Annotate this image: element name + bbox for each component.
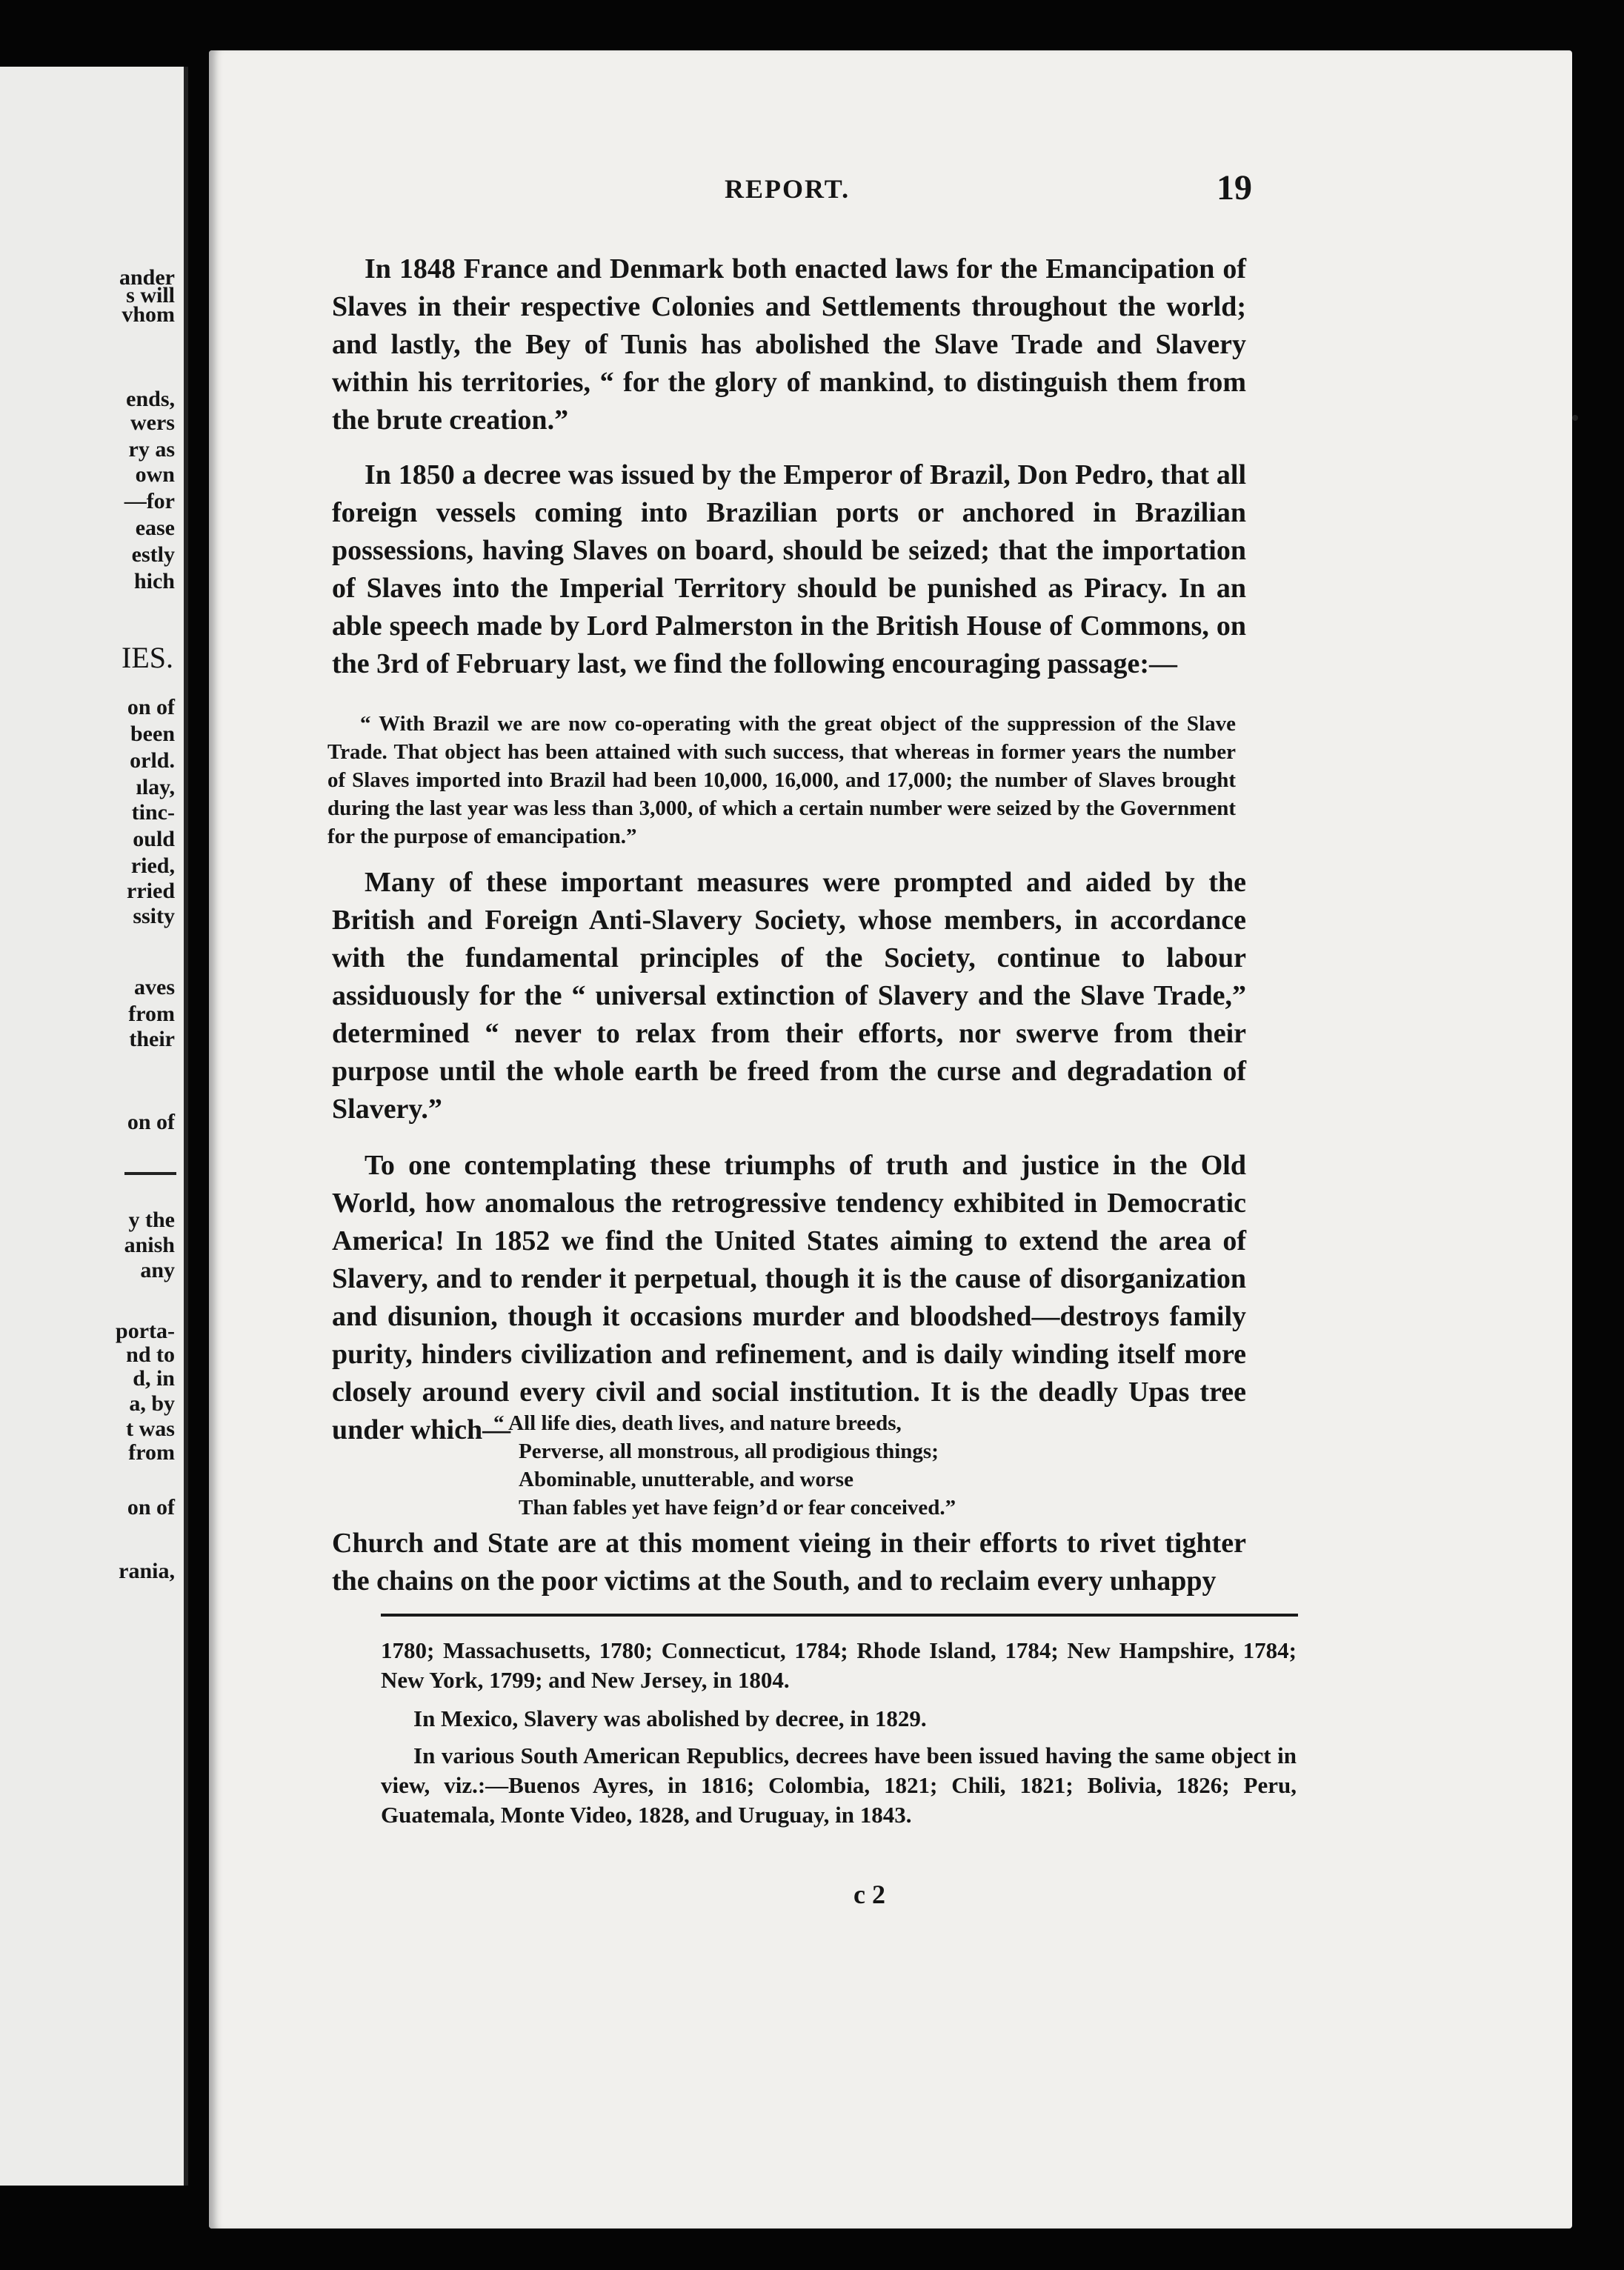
facing-page-text-fragment: own [135, 462, 175, 487]
facing-page-text-fragment: s will [126, 283, 175, 307]
facing-page-text-fragment: ander [119, 265, 175, 290]
facing-page-text-fragment: aves [134, 975, 175, 999]
facing-page-text-fragment: ry as [128, 437, 175, 462]
poem-line: “ All life dies, death lives, and nature breeds, [493, 1411, 902, 1435]
poem-line: Abominable, unutterable, and worse [519, 1468, 853, 1491]
quote-palmerston: “ With Brazil we are now co-operating with the great object of the suppression of the Slave Trade. That object has been attained with such success, that whereas in former years the number of Slaves imported into Brazil had been 10,000, 16,000, and 17,000; the number of Slaves brought during the last year was less than 3,000, of which a certain number were seized by the Government for the purpose of emancipation.” [327, 712, 1236, 848]
facing-page-text-fragment: rania, [119, 1559, 175, 1583]
paragraph-church-and-state: Church and State are at this moment vieing in their efforts to rivet tighter the chains on the poor victims at the South, and to reclaim every unhappy [332, 1528, 1246, 1597]
footnote-states: 1780; Massachusetts, 1780; Connecticut, 1784; Rhode Island, 1784; New Hampshire, 1784; New York, 1799; and New Jersey, in 1804. [381, 1637, 1297, 1693]
facing-page-text-fragment: vhom [122, 302, 175, 327]
facing-page-text-fragment: on of [127, 1495, 175, 1520]
facing-page-text-fragment: ried, [130, 853, 175, 878]
facing-page-text-fragment: ease [135, 516, 175, 540]
facing-page-text-fragment: ends, [126, 387, 175, 411]
facing-page-text-fragment: any [140, 1258, 175, 1282]
facing-page-text-fragment: wers [130, 410, 175, 435]
facing-page-text-fragment: d, in [133, 1366, 175, 1391]
paragraph-france-denmark: In 1848 France and Denmark both enacted laws for the Emancipation of Slaves in their respective Colonies and Settlements throughout the world; and lastly, the Bey of Tunis has abolished the Slave Trade and Slavery within his territories, “ for the glory of mankind, to distinguish them from the brute creation.” [332, 253, 1246, 436]
facing-page-fragment [0, 67, 188, 2186]
signature-mark: c 2 [853, 1880, 885, 1909]
paragraph-brazil-decree: In 1850 a decree was issued by the Emperor of Brazil, Don Pedro, that all foreign vessels coming into Brazilian ports or anchored in Brazilian possessions, having Slaves on board, should be seized; that the importation of Slaves into the Imperial Territory should be punished as Piracy. In an able speech made by Lord Palmerston in the British House of Commons, on the 3rd of February last, we find the following encouraging passage:— [332, 459, 1246, 679]
footnote-mexico: In Mexico, Slavery was abolished by decree, in 1829. [413, 1705, 927, 1731]
facing-page-text-fragment: on of [127, 1110, 175, 1134]
facing-page-text-fragment: tinc- [131, 800, 175, 825]
page-number: 19 [1217, 168, 1252, 207]
poem-line: Than fables yet have feign’d or fear conceived.” [519, 1496, 956, 1520]
paragraph-democratic-america: To one contemplating these triumphs of truth and justice in the Old World, how anomalous the retrogressive tendency exhibited in Democratic America! In 1852 we find the United States aiming to extend the area of Slavery, and to render it perpetual, though it is the cause of disorganization and disunion, though it occasions murder and bloodshed—destroys family purity, hinders civilization and refinement, and is daily winding itself more closely around every civil and social institution. It is the deadly Upas tree under which— [332, 1150, 1246, 1445]
facing-page-text-fragment: rried [127, 879, 175, 903]
facing-page-text-fragment: been [130, 722, 175, 746]
facing-page-text-fragment: —for [124, 489, 175, 513]
facing-page-heading-fragment: IES. [122, 641, 173, 674]
facing-page-rule [124, 1172, 176, 1175]
facing-page-text-fragment: nd to [126, 1342, 175, 1367]
facing-page-text-fragment: ould [133, 827, 175, 851]
facing-page-text-fragment: from [128, 1440, 175, 1465]
facing-page-text-fragment: anish [124, 1233, 175, 1257]
paragraph-anti-slavery-society: Many of these important measures were prompted and aided by the British and Foreign Anti-Slavery Society, whose members, in accordance with the fundamental principles of the Society, continue to labour assiduously for the “ universal extinction of Slavery and the Slave Trade,” determined “ never to relax from their efforts, nor swerve from their purpose until the whole earth be freed from the curse and degradation of Slavery.” [332, 867, 1246, 1125]
facing-page-text-fragment: t was [126, 1417, 175, 1441]
poem-quotation [493, 1409, 1160, 1522]
page-header [209, 168, 1572, 218]
facing-page-text-fragment: ssity [133, 904, 175, 928]
running-title: REPORT. [725, 174, 851, 204]
facing-page-text-fragment: a, by [129, 1391, 175, 1416]
footnote-south-america: In various South American Republics, decrees have been issued having the same object in view, viz.:—Buenos Ayres, in 1816; Colombia, 1821; Chili, 1821; Bolivia, 1826; Peru, Guatemala, Monte Video, 1828, and Uruguay, in 1843. [381, 1743, 1297, 1828]
facing-page-text-fragment: orld. [130, 748, 175, 773]
facing-page-text-fragment: porta- [116, 1319, 175, 1343]
poem-line: Perverse, all monstrous, all prodigious things; [519, 1439, 939, 1463]
document-page [209, 50, 1572, 2229]
facing-page-text-fragment: from [128, 1002, 175, 1026]
facing-page-text-fragment: estly [131, 542, 175, 567]
facing-page-text-fragment: their [129, 1027, 175, 1051]
speck [1572, 415, 1578, 421]
facing-page-text-fragment: on of [127, 695, 175, 719]
facing-page-text-fragment: hich [133, 569, 175, 593]
footnote-divider [381, 1614, 1298, 1617]
facing-page-text-fragment: y the [128, 1208, 175, 1232]
facing-page-text-fragment: ılay, [136, 775, 175, 799]
